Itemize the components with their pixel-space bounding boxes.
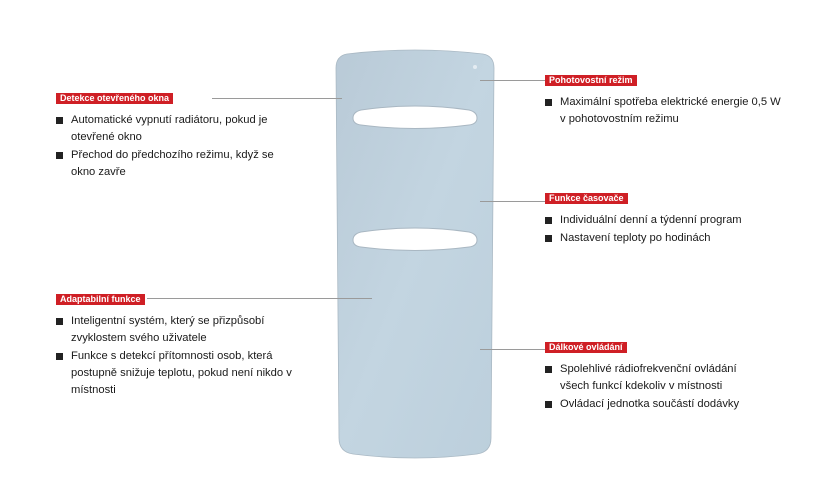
callout-tag: Dálkové ovládání <box>545 342 627 353</box>
feature-item <box>545 94 785 128</box>
bullet-square-icon <box>545 235 552 242</box>
callout-window-detection <box>56 88 296 182</box>
feature-text: Inteligentní systém, který se přizpůsobí zvyklostem svého uživatele <box>71 315 265 344</box>
feature-item <box>56 112 296 146</box>
bullet-square-icon <box>545 366 552 373</box>
bullet-square-icon <box>56 117 63 124</box>
feature-text: Nastavení teploty po hodinách <box>560 232 711 244</box>
feature-item <box>545 396 760 413</box>
bullet-square-icon <box>56 318 63 325</box>
feature-text: Přechod do předchozího režimu, když se okno zavře <box>71 149 274 178</box>
feature-list <box>545 212 795 247</box>
callout-adaptive-function <box>56 289 301 400</box>
feature-text: Ovládací jednotka součástí dodávky <box>560 398 740 410</box>
callout-timer-function <box>545 188 795 248</box>
feature-list <box>56 313 301 399</box>
feature-list <box>56 112 296 181</box>
callout-standby-mode <box>545 70 785 129</box>
callout-tag: Adaptabilní funkce <box>56 294 145 305</box>
callout-tag: Detekce otevřeného okna <box>56 93 173 104</box>
feature-list <box>545 361 760 413</box>
feature-text: Automatické vypnutí radiátoru, pokud je otevřené okno <box>71 114 268 143</box>
radiator-drawing <box>333 48 497 460</box>
feature-item <box>56 313 301 347</box>
feature-list <box>545 94 785 128</box>
feature-text: Individuální denní a týdenní program <box>560 214 742 226</box>
bullet-square-icon <box>56 353 63 360</box>
feature-item <box>545 230 795 247</box>
bullet-square-icon <box>545 401 552 408</box>
feature-item <box>545 361 760 395</box>
bullet-square-icon <box>545 217 552 224</box>
bullet-square-icon <box>56 152 63 159</box>
feature-item <box>545 212 795 229</box>
bullet-square-icon <box>545 99 552 106</box>
callout-tag: Pohotovostní režim <box>545 75 637 86</box>
leader-line-standby <box>480 80 545 81</box>
callout-remote-control <box>545 337 760 414</box>
feature-item <box>56 147 296 181</box>
feature-text: Spolehlivé rádiofrekvenční ovládání všech funkcí kdekoliv v místnosti <box>560 363 737 392</box>
feature-text: Funkce s detekcí přítomnosti osob, která postupně snižuje teplotu, pokud není nikdo v místnosti <box>71 350 292 396</box>
leader-line-timer <box>480 201 545 202</box>
feature-item <box>56 348 301 399</box>
feature-text: Maximální spotřeba elektrické energie 0,5 W v pohotovostním režimu <box>560 96 781 125</box>
callout-tag: Funkce časovače <box>545 193 628 204</box>
leader-line-remote <box>480 349 545 350</box>
radiator-image <box>333 48 497 460</box>
